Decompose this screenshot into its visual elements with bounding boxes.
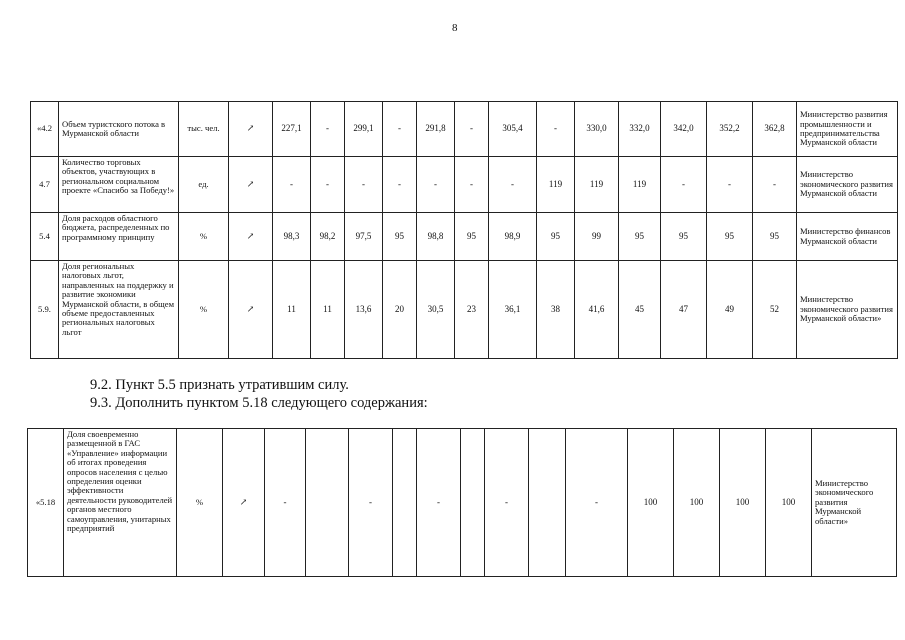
value-cell: - — [417, 157, 455, 213]
indicator-name: Доля региональных налоговых льгот, направленных на поддержку и развитие экономики Мурманской области, в общем объеме предоставленных региональных налоговых льгот — [59, 261, 179, 359]
value-cell: - — [311, 157, 345, 213]
trend-arrow-icon: ↗ — [229, 102, 273, 157]
value-cell: 38 — [537, 261, 575, 359]
value-cell: - — [707, 157, 753, 213]
paragraph-9-2: 9.2. Пункт 5.5 признать утратившим силу. — [90, 377, 349, 393]
table-row — [31, 102, 898, 157]
value-cell: 100 — [766, 429, 812, 577]
responsible-org: Министерство экономического развития Мурманской области» — [797, 261, 898, 359]
value-cell: 11 — [273, 261, 311, 359]
value-cell: 97,5 — [345, 213, 383, 261]
value-cell: 52 — [753, 261, 797, 359]
indicator-name: Доля своевременно размещенной в ГАС «Управление» информации об итогах проведения опросов населения с целью определения оценки эффективности деятельности руководителей органов местного самоуправления, унитарных предприятий — [64, 429, 177, 577]
value-cell: 95 — [753, 213, 797, 261]
table-row — [28, 429, 897, 577]
value-cell: - — [417, 429, 461, 577]
value-cell — [461, 429, 485, 577]
indicator-name: Количество торговых объектов, участвующих в региональном социальном проекте «Спасибо за Победу!» — [59, 157, 179, 213]
value-cell: 100 — [674, 429, 720, 577]
value-cell: 95 — [383, 213, 417, 261]
value-cell: 30,5 — [417, 261, 455, 359]
value-cell: - — [753, 157, 797, 213]
value-cell: 95 — [455, 213, 489, 261]
table-row — [31, 213, 898, 261]
responsible-org: Министерство экономического развития Мурманской области — [797, 157, 898, 213]
table-row — [31, 261, 898, 359]
value-cell: 13,6 — [345, 261, 383, 359]
value-cell: 95 — [661, 213, 707, 261]
unit-cell: ед. — [179, 157, 229, 213]
value-cell: - — [345, 157, 383, 213]
trend-arrow-icon: ↗ — [229, 261, 273, 359]
value-cell: 11 — [311, 261, 345, 359]
value-cell — [306, 429, 349, 577]
value-cell: 332,0 — [619, 102, 661, 157]
value-cell: 95 — [707, 213, 753, 261]
unit-cell: тыс. чел. — [179, 102, 229, 157]
value-cell: 20 — [383, 261, 417, 359]
unit-cell: % — [179, 213, 229, 261]
trend-arrow-icon: ↗ — [229, 213, 273, 261]
value-cell: 41,6 — [575, 261, 619, 359]
value-cell: 305,4 — [489, 102, 537, 157]
row-code: 5.4 — [31, 213, 59, 261]
value-cell: 98,9 — [489, 213, 537, 261]
value-cell: - — [383, 102, 417, 157]
paragraph-9-3: 9.3. Дополнить пунктом 5.18 следующего содержания: — [90, 395, 428, 411]
value-cell: 47 — [661, 261, 707, 359]
value-cell: - — [485, 429, 529, 577]
trend-arrow-icon: ↗ — [229, 157, 273, 213]
value-cell: 45 — [619, 261, 661, 359]
value-cell: - — [311, 102, 345, 157]
value-cell: 95 — [619, 213, 661, 261]
value-cell: 119 — [575, 157, 619, 213]
value-cell: 330,0 — [575, 102, 619, 157]
value-cell: 352,2 — [707, 102, 753, 157]
responsible-org: Министерство развития промышленности и предпринимательства Мурманской области — [797, 102, 898, 157]
indicator-name: Доля расходов областного бюджета, распределенных по программному принципу — [59, 213, 179, 261]
value-cell: 98,2 — [311, 213, 345, 261]
value-cell: - — [349, 429, 393, 577]
value-cell: 95 — [537, 213, 575, 261]
new-indicator-table — [27, 428, 897, 577]
value-cell: - — [273, 157, 311, 213]
value-cell: 98,8 — [417, 213, 455, 261]
value-cell: 23 — [455, 261, 489, 359]
value-cell: 119 — [537, 157, 575, 213]
value-cell: - — [383, 157, 417, 213]
value-cell — [393, 429, 417, 577]
responsible-org: Министерство экономического развития Мурманской области» — [812, 429, 897, 577]
unit-cell: % — [179, 261, 229, 359]
value-cell: 342,0 — [661, 102, 707, 157]
value-cell: - — [537, 102, 575, 157]
row-code: 4.7 — [31, 157, 59, 213]
value-cell: - — [265, 429, 306, 577]
responsible-org: Министерство финансов Мурманской области — [797, 213, 898, 261]
value-cell: - — [455, 102, 489, 157]
value-cell: 100 — [720, 429, 766, 577]
value-cell: 299,1 — [345, 102, 383, 157]
value-cell: 98,3 — [273, 213, 311, 261]
trend-arrow-icon: ↗ — [223, 429, 265, 577]
value-cell: 100 — [628, 429, 674, 577]
value-cell: - — [455, 157, 489, 213]
value-cell: 99 — [575, 213, 619, 261]
row-code: 5.9. — [31, 261, 59, 359]
indicator-name: Объем туристского потока в Мурманской области — [59, 102, 179, 157]
page-number: 8 — [452, 22, 458, 34]
table-row — [31, 157, 898, 213]
value-cell: 362,8 — [753, 102, 797, 157]
value-cell — [529, 429, 566, 577]
value-cell: - — [489, 157, 537, 213]
row-code: «5.18 — [28, 429, 64, 577]
value-cell: 291,8 — [417, 102, 455, 157]
value-cell: 227,1 — [273, 102, 311, 157]
indicators-table — [30, 101, 898, 359]
value-cell: - — [566, 429, 628, 577]
value-cell: 119 — [619, 157, 661, 213]
row-code: «4.2 — [31, 102, 59, 157]
value-cell: 49 — [707, 261, 753, 359]
value-cell: - — [661, 157, 707, 213]
unit-cell: % — [177, 429, 223, 577]
value-cell: 36,1 — [489, 261, 537, 359]
